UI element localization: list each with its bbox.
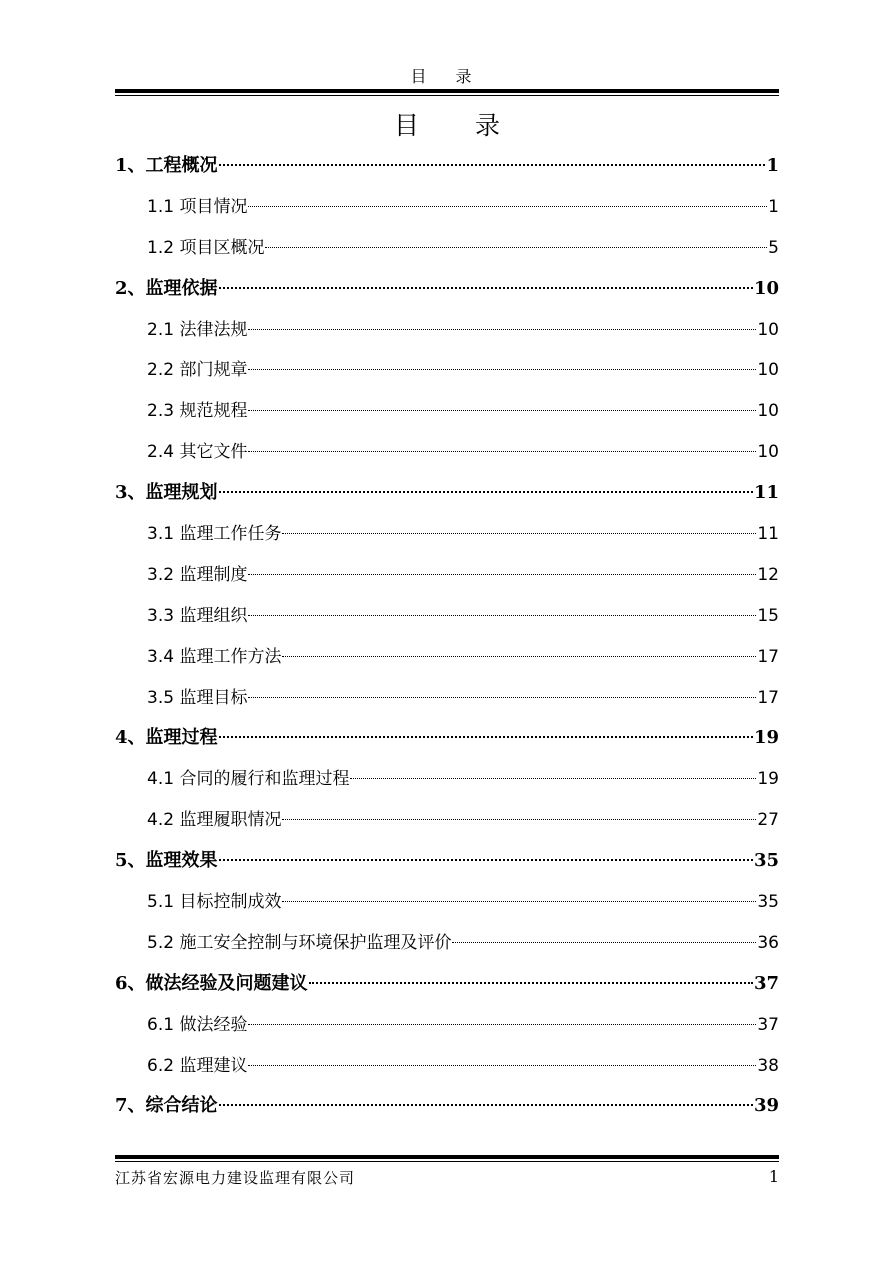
toc-entry-page-number: 11 <box>753 482 779 504</box>
toc-dot-leader <box>248 369 756 370</box>
toc-entry-page-number: 17 <box>757 646 779 667</box>
toc-entry-page-number: 19 <box>753 727 779 749</box>
toc-entry-label: 4.1 合同的履行和监理过程 <box>147 769 350 790</box>
toc-entry[interactable] <box>115 1005 779 1046</box>
toc-dot-leader <box>219 1104 753 1106</box>
table-of-contents <box>115 146 779 1127</box>
toc-dot-leader <box>248 1024 756 1025</box>
running-header: 目 录 <box>410 67 484 86</box>
toc-title: 目 录 <box>394 111 524 140</box>
toc-dot-leader <box>219 491 753 493</box>
toc-entry-page-number: 10 <box>757 319 779 340</box>
toc-dot-leader <box>282 819 756 820</box>
toc-entry[interactable] <box>115 473 779 514</box>
toc-entry-page-number: 27 <box>757 810 779 831</box>
toc-dot-leader <box>248 615 756 616</box>
toc-entry-label: 2.2 部门规章 <box>147 360 248 381</box>
toc-entry[interactable] <box>115 1086 779 1127</box>
toc-entry[interactable] <box>115 1046 779 1087</box>
toc-entry-label: 5.2 施工安全控制与环境保护监理及评价 <box>147 932 452 953</box>
toc-entry-label: 6.2 监理建议 <box>147 1055 248 1076</box>
footer-rule-thick <box>115 1155 779 1159</box>
toc-entry[interactable] <box>115 882 779 923</box>
toc-entry-page-number: 35 <box>753 850 779 872</box>
toc-entry-page-number: 37 <box>757 1014 779 1035</box>
toc-entry-label: 2.1 法律法规 <box>147 319 248 340</box>
toc-dot-leader <box>309 982 753 984</box>
toc-entry[interactable] <box>115 514 779 555</box>
toc-entry[interactable] <box>115 310 779 351</box>
toc-entry-label: 3.4 监理工作方法 <box>147 646 282 667</box>
toc-entry-page-number: 17 <box>757 687 779 708</box>
toc-entry-label: 3.2 监理制度 <box>147 564 248 585</box>
toc-dot-leader <box>452 942 756 943</box>
toc-entry[interactable] <box>115 964 779 1005</box>
toc-entry-page-number: 15 <box>757 605 779 626</box>
header-rule-thin <box>115 95 779 96</box>
toc-entry-page-number: 10 <box>757 401 779 422</box>
toc-dot-leader <box>248 574 756 575</box>
toc-entry[interactable] <box>115 841 779 882</box>
toc-entry[interactable] <box>115 800 779 841</box>
toc-entry-label: 3.5 监理目标 <box>147 687 248 708</box>
toc-dot-leader <box>219 164 766 166</box>
toc-entry-page-number: 1 <box>766 155 779 176</box>
toc-dot-leader <box>282 656 756 657</box>
toc-entry[interactable] <box>115 759 779 800</box>
toc-dot-leader <box>282 533 756 534</box>
toc-entry-page-number: 38 <box>757 1055 779 1076</box>
toc-entry-label: 2.4 其它文件 <box>147 442 248 463</box>
toc-dot-leader <box>248 410 756 411</box>
toc-entry-page-number: 10 <box>757 360 779 381</box>
toc-entry[interactable] <box>115 350 779 391</box>
toc-entry[interactable] <box>115 269 779 310</box>
toc-entry-label: 7、综合结论 <box>115 1095 218 1117</box>
toc-entry-label: 1.2 项目区概况 <box>147 237 265 258</box>
toc-dot-leader <box>219 287 753 289</box>
toc-entry-label: 4、监理过程 <box>115 727 218 749</box>
footer-page-number: 1 <box>768 1167 779 1186</box>
toc-dot-leader <box>265 247 767 248</box>
toc-dot-leader <box>248 697 756 698</box>
toc-entry-label: 3.1 监理工作任务 <box>147 524 282 545</box>
toc-entry[interactable] <box>115 228 779 269</box>
toc-entry-page-number: 1 <box>768 196 779 217</box>
toc-entry[interactable] <box>115 187 779 228</box>
toc-dot-leader <box>248 1065 756 1066</box>
toc-entry-label: 4.2 监理履职情况 <box>147 810 282 831</box>
toc-entry[interactable] <box>115 923 779 964</box>
toc-entry[interactable] <box>115 391 779 432</box>
toc-entry-page-number: 35 <box>757 892 779 913</box>
toc-entry[interactable] <box>115 678 779 719</box>
toc-entry[interactable] <box>115 596 779 637</box>
toc-entry-label: 1.1 项目情况 <box>147 196 248 217</box>
toc-entry-label: 5.1 目标控制成效 <box>147 892 282 913</box>
toc-entry-label: 5、监理效果 <box>115 850 218 872</box>
toc-entry-page-number: 5 <box>768 237 779 258</box>
footer-company: 江苏省宏源电力建设监理有限公司 <box>115 1169 356 1187</box>
toc-entry-page-number: 11 <box>757 524 779 545</box>
toc-entry-page-number: 10 <box>753 277 779 299</box>
toc-entry-label: 2.3 规范规程 <box>147 401 248 422</box>
toc-entry[interactable] <box>115 432 779 473</box>
toc-entry-label: 2、监理依据 <box>115 277 218 299</box>
toc-dot-leader <box>350 778 756 779</box>
toc-entry-page-number: 12 <box>757 564 779 585</box>
toc-entry[interactable] <box>115 718 779 759</box>
toc-dot-leader <box>248 206 767 207</box>
toc-dot-leader <box>219 736 753 738</box>
toc-entry[interactable] <box>115 637 779 678</box>
toc-dot-leader <box>248 329 756 330</box>
toc-dot-leader <box>248 451 756 452</box>
toc-entry-label: 6.1 做法经验 <box>147 1014 248 1035</box>
toc-entry-label: 1、工程概况 <box>115 155 218 176</box>
header-rule-thick <box>115 89 779 93</box>
toc-entry[interactable] <box>115 555 779 596</box>
toc-entry[interactable] <box>115 146 779 187</box>
toc-entry-label: 6、做法经验及问题建议 <box>115 972 308 994</box>
toc-entry-page-number: 19 <box>757 769 779 790</box>
toc-entry-page-number: 36 <box>757 932 779 953</box>
toc-entry-page-number: 39 <box>753 1095 779 1117</box>
toc-dot-leader <box>282 901 756 902</box>
toc-entry-label: 3、监理规划 <box>115 482 218 504</box>
toc-entry-page-number: 10 <box>757 442 779 463</box>
footer-rule-thin <box>115 1161 779 1162</box>
toc-dot-leader <box>219 859 753 861</box>
toc-entry-label: 3.3 监理组织 <box>147 605 248 626</box>
toc-entry-page-number: 37 <box>753 972 779 994</box>
